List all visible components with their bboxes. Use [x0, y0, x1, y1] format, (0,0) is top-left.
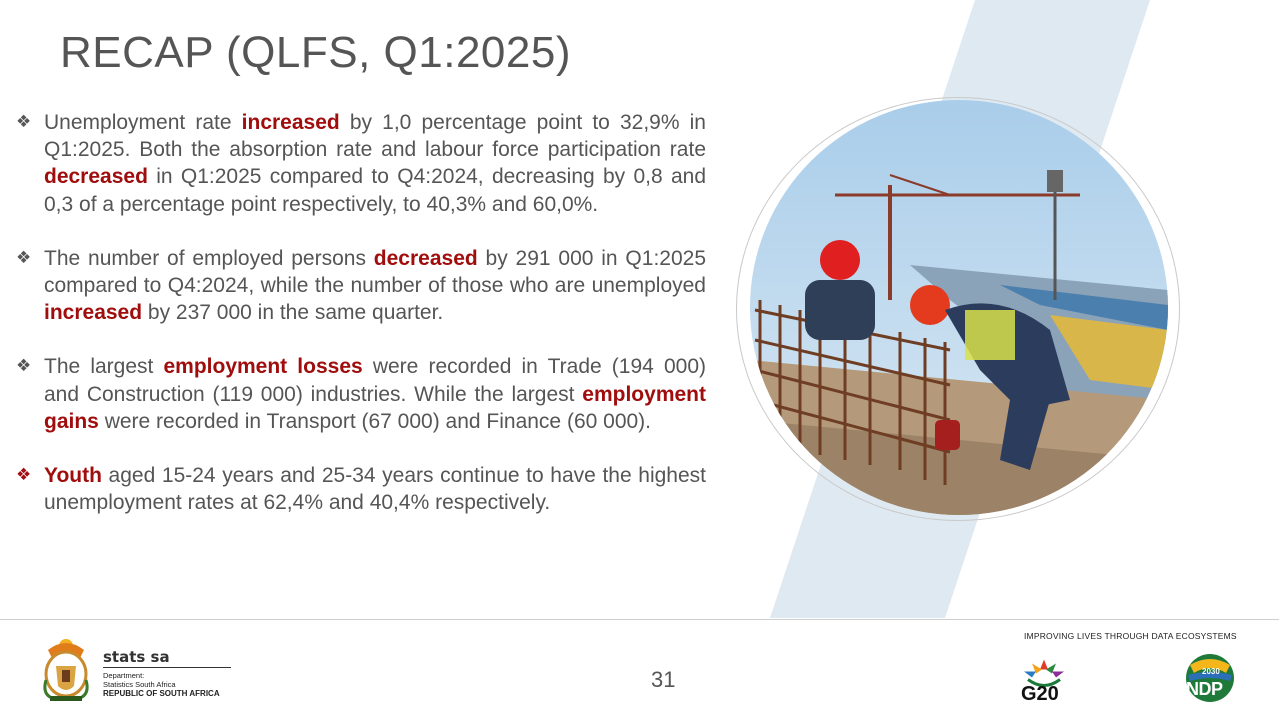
bullet-text — [44, 462, 706, 516]
diamond-cluster-icon: ❖ — [16, 465, 32, 485]
bullet-text — [44, 109, 706, 218]
coat-of-arms-logo — [38, 636, 94, 702]
g20-label: G20 — [1021, 683, 1059, 705]
ndp-label: NDP — [1186, 679, 1223, 699]
bullet-emphasis: increased — [44, 301, 143, 325]
diamond-cluster-icon: ❖ — [16, 112, 32, 131]
org-name: stats sa — [103, 648, 170, 666]
bullet-item — [16, 462, 706, 516]
bullet-item — [16, 353, 706, 435]
diamond-cluster-icon: ❖ — [16, 247, 32, 267]
bullet-item — [16, 245, 706, 327]
construction-workers-photo — [750, 100, 1168, 515]
bullet-segment: by 291 000 in Q1:2025 compared to Q4:2024, while the number of those who are unemployed — [44, 246, 706, 298]
bullet-emphasis: employment gains — [44, 382, 706, 433]
bullet-segment: aged 15-24 years and 25-34 years continue to have the highest unemployment rates at 62,4% and 40,4% respectively. — [44, 464, 706, 515]
bullet-emphasis: decreased — [44, 165, 148, 189]
ndp-year: 2030 — [1202, 667, 1220, 676]
page-number: 31 — [651, 667, 676, 692]
diamond-cluster-icon: ❖ — [16, 356, 32, 376]
bullet-segment: The largest — [44, 355, 164, 379]
org-name-rule — [103, 667, 231, 668]
bullet-item — [16, 109, 706, 218]
footer-divider — [0, 619, 1279, 620]
department-block — [103, 671, 220, 698]
bullet-emphasis: decreased — [373, 246, 478, 270]
bullet-text — [44, 353, 706, 435]
bullet-segment: Unemployment rate — [44, 111, 242, 134]
tagline: IMPROVING LIVES THROUGH DATA ECOSYSTEMS — [1024, 631, 1237, 641]
dept-line: Statistics South Africa — [103, 680, 176, 689]
bullet-segment: were recorded in Trade (194 000) and Construction (119 000) industries. While the largest — [44, 355, 707, 406]
bullet-segment: The number of employed persons — [44, 246, 374, 270]
bullet-emphasis: Youth — [44, 464, 102, 488]
bullet-segment: by 237 000 in the same quarter. — [142, 301, 444, 325]
dept-line: Department: — [103, 671, 145, 680]
bullet-segment: were recorded in Transport (67 000) and Finance (60 000). — [98, 409, 652, 433]
page-title: RECAP (QLFS, Q1:2025) — [60, 28, 571, 77]
dept-line-republic: REPUBLIC OF SOUTH AFRICA — [103, 689, 220, 698]
bullet-emphasis: employment losses — [163, 355, 363, 379]
bullet-text — [44, 245, 706, 327]
bullet-segment: by 1,0 percentage point to 32,9% in Q1:2025. Both the absorption rate and labour force participation rate — [44, 111, 706, 162]
bullet-emphasis: increased — [241, 111, 340, 134]
ndp-2030-logo — [1180, 653, 1240, 703]
bullet-list — [16, 109, 706, 543]
bullet-segment: in Q1:2025 compared to Q4:2024, decreasing by 0,8 and 0,3 of a percentage point respectively, to 40,3% and 60,0%. — [44, 165, 706, 216]
